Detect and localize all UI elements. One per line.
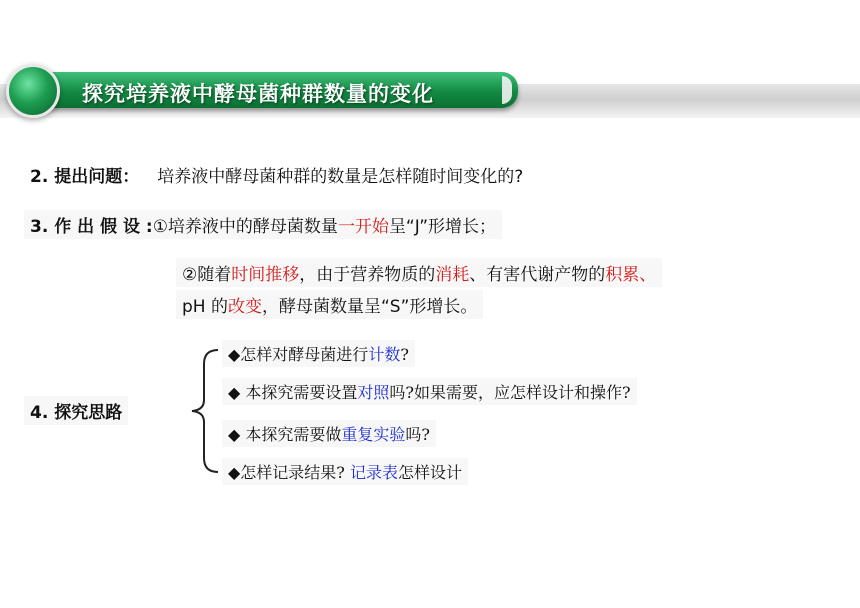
approach-item-1-highlight: 计数 [368,345,401,364]
page-title: 探究培养液中酵母菌种群数量的变化 [82,82,434,106]
hypothesis-line1-b: 呈“J”形增长； [388,217,497,237]
hypothesis-line3-b: ，酵母菌数量呈“S”形增长。 [261,297,478,317]
hypothesis-line2-highlight3: 积累、 [605,265,657,285]
blank-box [556,448,666,504]
approach-item-2 [222,378,637,405]
approach-item-2-highlight: 对照 [357,383,390,402]
approach-item-2-b: 吗?如果需要，应怎样设计和操作? [389,383,631,402]
question-text: 培养液中酵母菌种群的数量是怎样随时间变化的? [157,167,524,187]
hypothesis-line1-highlight: 一开始 [337,217,389,237]
question-label: 2. 提出问题： [30,167,140,187]
hypothesis-line3 [176,290,483,319]
header-circle-icon [6,64,60,118]
blank-box-2 [504,500,586,550]
hypothesis-row [24,210,502,239]
hypothesis-line1-a: ①培养液中的酵母菌数量 [152,217,338,237]
hypothesis-line2-b: ，由于营养物质的 [299,265,436,285]
approach-item-4-b: 怎样设计 [398,463,463,482]
approach-label: 4. 探究思路 [24,396,128,425]
hypothesis-line2-highlight2: 消耗 [435,265,470,285]
hypothesis-line2-c: 、有害代谢产物的 [469,265,606,285]
hypothesis-line3-a: pH 的 [182,297,228,317]
brace-icon [182,346,222,476]
question-row [24,160,529,189]
hypothesis-line2-a: ②随着 [182,265,232,285]
approach-item-3 [222,420,436,447]
approach-item-2-a: ◆ 本探究需要设置 [228,383,358,402]
approach-item-4 [222,458,468,485]
hypothesis-line2-highlight1: 时间推移 [231,265,300,285]
hypothesis-line3-highlight: 改变 [227,297,262,317]
approach-item-3-highlight: 重复实验 [341,425,406,444]
approach-item-3-a: ◆ 本探究需要做 [228,425,342,444]
hypothesis-line2 [176,258,662,287]
approach-item-1-a: ◆怎样对酵母菌进行 [228,345,369,364]
hypothesis-label: 3. 作 出 假 设 : [30,217,153,237]
approach-item-1-b: ? [400,345,409,364]
approach-item-4-a: ◆怎样记录结果? [228,463,350,482]
approach-item-4-highlight: 记录表 [349,463,398,482]
approach-item-3-b: 吗? [405,425,431,444]
approach-item-1 [222,340,415,367]
